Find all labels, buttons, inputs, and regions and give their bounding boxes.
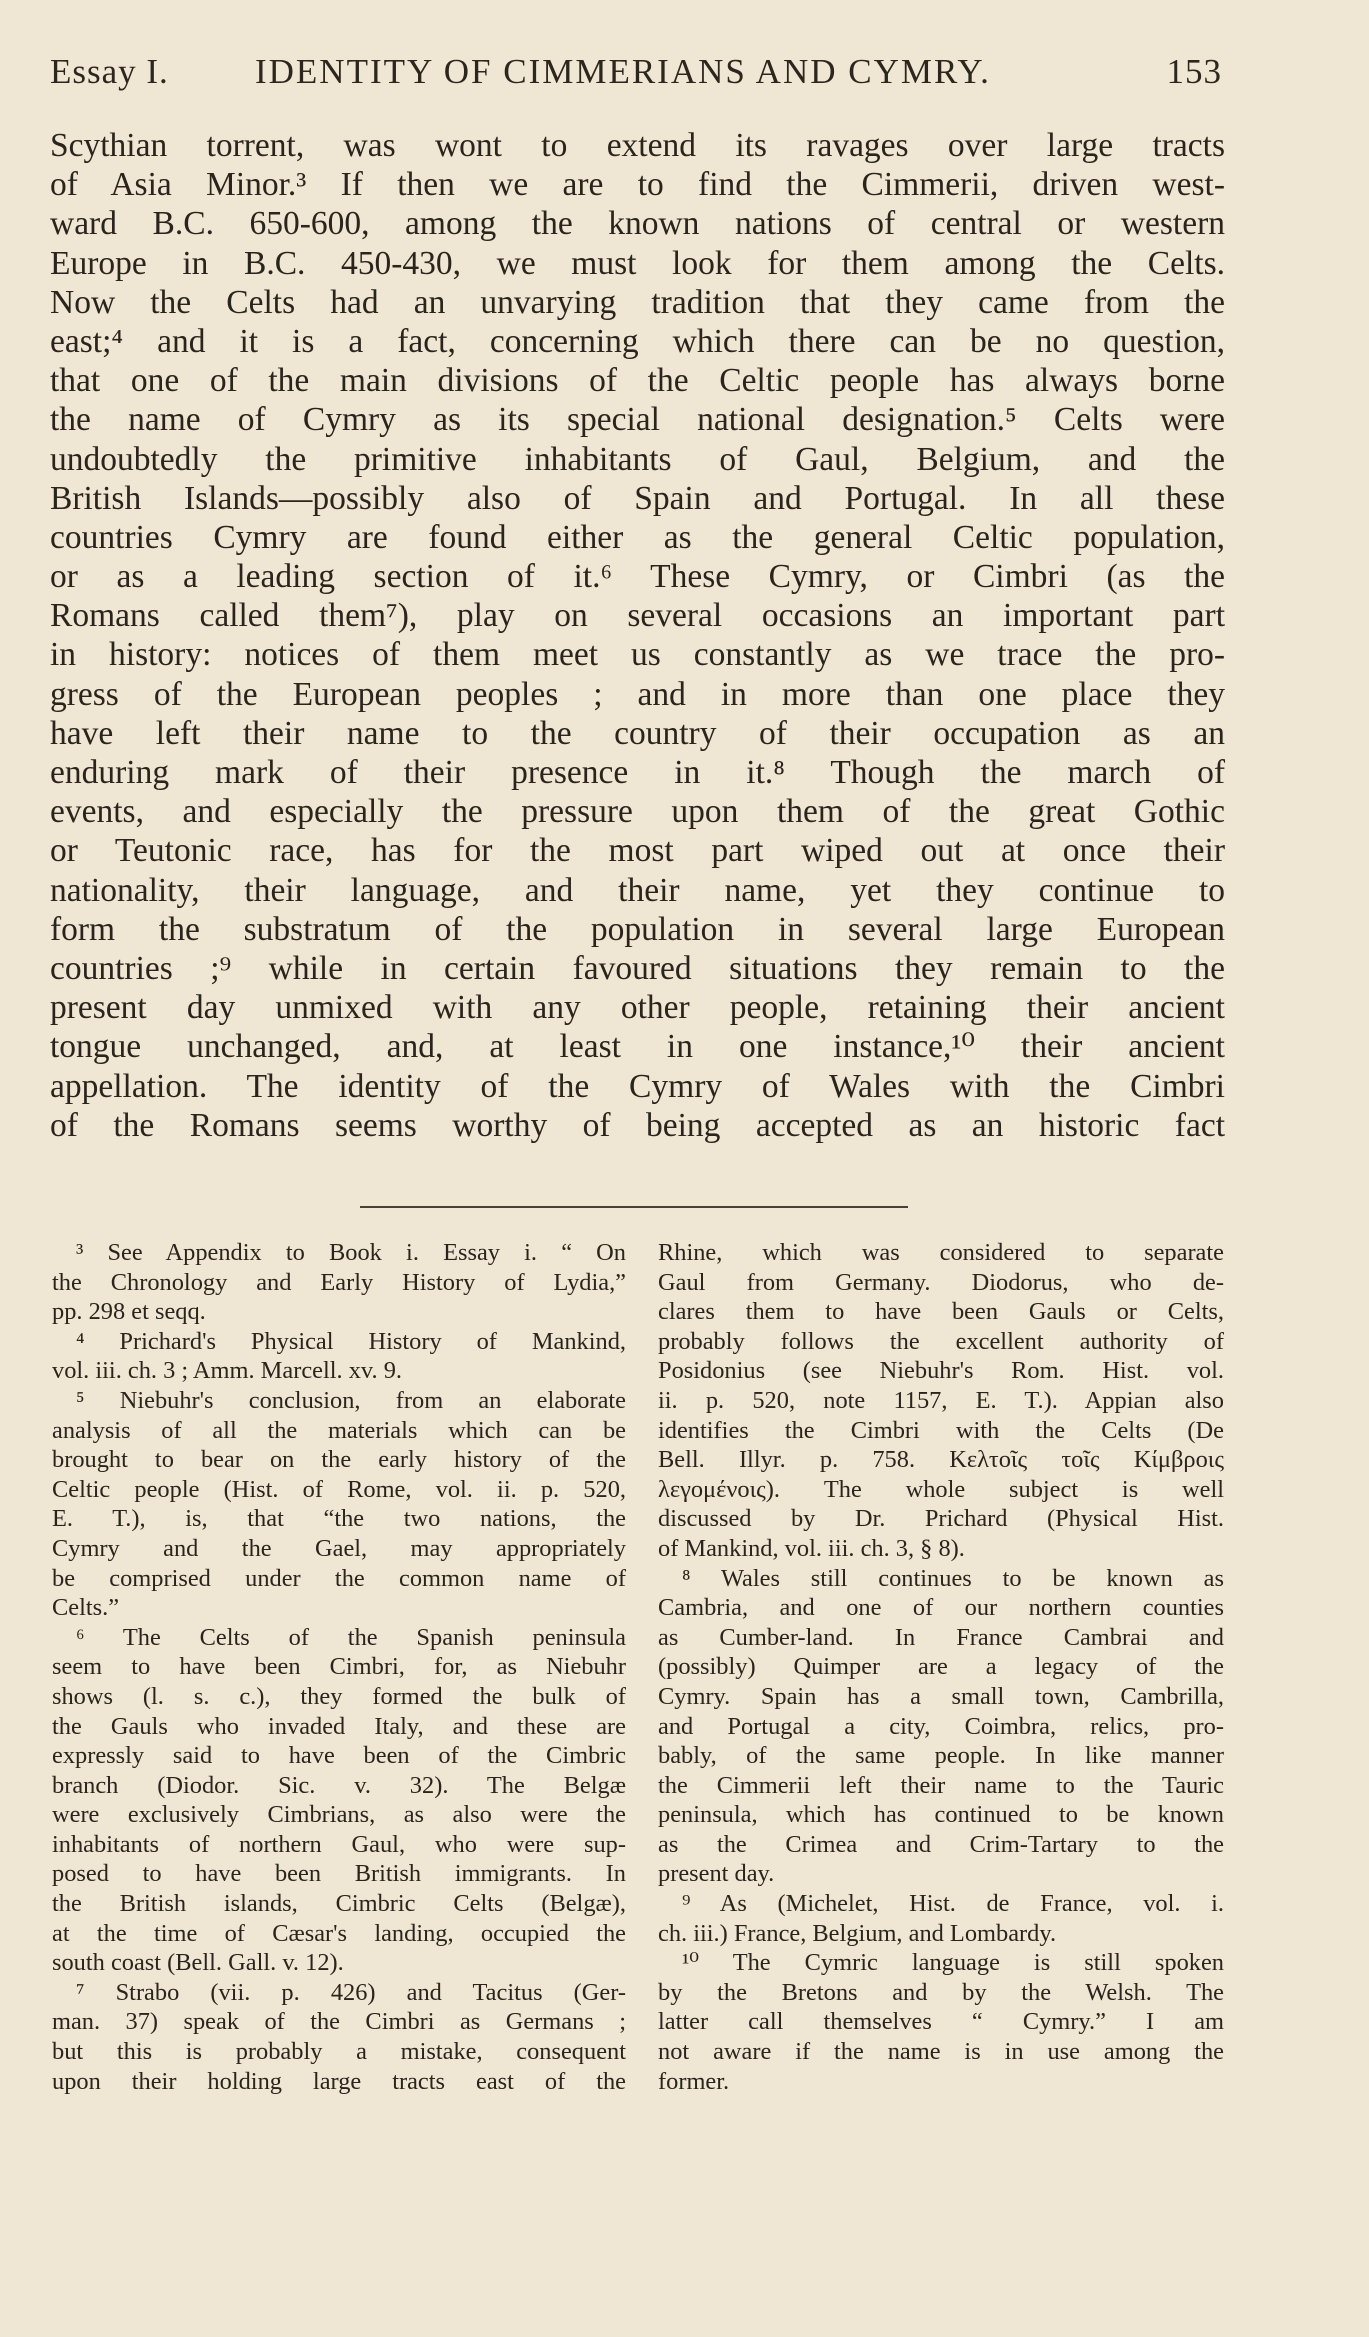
text-line: Now the Celts had an unvarying tradition that they came from the [50, 283, 1225, 321]
footnote-line: probably follows the excellent authority of [658, 1327, 1224, 1355]
footnote-line: Cambria, and one of our northern counties [658, 1594, 1224, 1622]
text-line: present day unmixed with any other people, retaining their ancient [50, 989, 1225, 1027]
footnote-line: Gaul from Germany. Diodorus, who de- [658, 1268, 1224, 1296]
footnote-line: E. T.), is, that “the two nations, the [52, 1505, 626, 1533]
footnote-line: present day. [658, 1860, 775, 1888]
footnote-line: Cymry and the Gael, may appropriately [52, 1534, 626, 1562]
footnote-line: of Mankind, vol. iii. ch. 3, § 8). [658, 1534, 965, 1562]
running-head [50, 52, 1222, 102]
footnote-line: identifies the Cimbri with the Celts (De [658, 1416, 1224, 1444]
footnote-line: as the Crimea and Crim-Tartary to the [658, 1830, 1224, 1858]
text-line: in history: notices of them meet us constantly as we trace the pro- [50, 636, 1225, 674]
text-line: tongue unchanged, and, at least in one instance,¹⁰ their ancient [50, 1028, 1225, 1066]
footnote-line: ii. p. 520, note 1157, E. T.). Appian also [658, 1386, 1224, 1414]
footnote-line: upon their holding large tracts east of the [52, 2067, 626, 2095]
footnote-line: Rhine, which was considered to separate [658, 1239, 1224, 1266]
text-line: Europe in B.C. 450-430, we must look for them among the Celts. [50, 244, 1225, 282]
footnote-line: seem to have been Cimbri, for, as Niebuhr [52, 1653, 626, 1681]
footnote-line: analysis of all the materials which can be [52, 1416, 626, 1444]
text-line: that one of the main divisions of the Celtic people has always borne [50, 362, 1225, 400]
footnote-line: (possibly) Quimper are a legacy of the [658, 1653, 1224, 1681]
footnote-line: at the time of Cæsar's landing, occupied the [52, 1919, 626, 1947]
footnote-line: be comprised under the common name of [52, 1564, 626, 1592]
footnote-line: and Portugal a city, Coimbra, relics, pro- [658, 1712, 1224, 1740]
footnote-line: as Cumber-land. In France Cambrai and [658, 1623, 1224, 1651]
footnote-line: inhabitants of northern Gaul, who were sup- [52, 1830, 626, 1858]
text-line: undoubtedly the primitive inhabitants of Gaul, Belgium, and the [50, 440, 1225, 478]
footnote-line: were exclusively Cimbrians, as also were the [52, 1801, 626, 1829]
footnote-line: south coast (Bell. Gall. v. 12). [52, 1949, 344, 1977]
footnotes-right-column [658, 1238, 1224, 2096]
footnote-line: ⁷ Strabo (vii. p. 426) and Tacitus (Ger- [76, 1978, 626, 2006]
text-line: gress of the European peoples ; and in more than one place they [50, 675, 1225, 713]
text-line: countries Cymry are found either as the general Celtic population, [50, 518, 1225, 556]
footnote-line: brought to bear on the early history of the [52, 1446, 626, 1474]
footnote-line: expressly said to have been of the Cimbric [52, 1742, 626, 1770]
text-line: events, and especially the pressure upon them of the great Gothic [50, 793, 1225, 831]
running-head-essay: Essay I. [50, 52, 169, 91]
footnote-line: by the Bretons and by the Welsh. The [658, 1978, 1224, 2006]
footnote-line: Posidonius (see Niebuhr's Rom. Hist. vol. [658, 1357, 1224, 1385]
text-line: or as a leading section of it.⁶ These Cymry, or Cimbri (as the [50, 558, 1225, 596]
text-line: of the Romans seems worthy of being accepted as an historic fact [50, 1106, 1225, 1144]
footnote-line: ch. iii.) France, Belgium, and Lombardy. [658, 1919, 1057, 1947]
main-text [50, 126, 1225, 1145]
text-line: enduring mark of their presence in it.⁸ Though the march of [50, 754, 1225, 791]
footnote-line: bably, of the same people. In like manner [658, 1742, 1224, 1770]
footnote-line: ³ See Appendix to Book i. Essay i. “ On [76, 1239, 626, 1266]
footnote-line: branch (Diodor. Sic. v. 32). The Belgæ [52, 1771, 626, 1799]
running-head-title: IDENTITY OF CIMMERIANS AND CYMRY. [255, 52, 991, 91]
footnote-line: λεγομένοις). The whole subject is well [658, 1475, 1224, 1503]
footnote-line: ⁹ As (Michelet, Hist. de France, vol. i. [682, 1890, 1224, 1918]
text-line: countries ;⁹ while in certain favoured situations they remain to the [50, 949, 1225, 987]
footnote-line: the Gauls who invaded Italy, and these are [52, 1712, 626, 1740]
text-line: have left their name to the country of their occupation as an [50, 714, 1225, 752]
text-line: east;⁴ and it is a fact, concerning which there can be no question, [50, 322, 1225, 360]
footnote-line: ⁵ Niebuhr's conclusion, from an elaborate [76, 1386, 626, 1414]
text-line: Romans called them⁷), play on several occasions an important part [50, 597, 1225, 635]
footnote-line: latter call themselves “ Cymry.” I am [658, 2008, 1224, 2036]
page-number: 153 [1166, 52, 1222, 91]
text-line: Scythian torrent, was wont to extend its ravages over large tracts [50, 127, 1225, 164]
text-line: appellation. The identity of the Cymry of Wales with the Cimbri [50, 1067, 1225, 1105]
footnote-line: former. [658, 2067, 730, 2095]
text-line: nationality, their language, and their name, yet they continue to [50, 871, 1225, 909]
footnote-line: Cymry. Spain has a small town, Cambrilla, [658, 1682, 1224, 1710]
footnote-line: Celtic people (Hist. of Rome, vol. ii. p. 520, [52, 1475, 626, 1503]
text-line: or Teutonic race, has for the most part wiped out at once their [50, 832, 1225, 870]
text-line: the name of Cymry as its special national designation.⁵ Celts were [50, 401, 1225, 439]
text-line: form the substratum of the population in several large European [50, 910, 1225, 948]
footnote-line: the Chronology and Early History of Lydia,” [52, 1268, 626, 1296]
footnote-line: the British islands, Cimbric Celts (Belgæ), [52, 1890, 626, 1918]
footnote-line: the Cimmerii left their name to the Tauric [658, 1771, 1224, 1799]
footnote-line: Bell. Illyr. p. 758. Κελτοῖς τοῖς Κίμβροις [658, 1446, 1224, 1474]
footnote-line: posed to have been British immigrants. In [52, 1860, 626, 1888]
text-line: of Asia Minor.³ If then we are to find the Cimmerii, driven west- [50, 166, 1225, 204]
footnotes-left-column [52, 1238, 626, 2096]
footnote-divider [360, 1206, 908, 1208]
text-line: British Islands—possibly also of Spain and Portugal. In all these [50, 479, 1225, 517]
footnote-line: Celts.” [52, 1594, 120, 1622]
footnote-line: discussed by Dr. Prichard (Physical Hist. [658, 1505, 1224, 1533]
footnote-line: shows (l. s. c.), they formed the bulk of [52, 1682, 626, 1710]
footnote-line: not aware if the name is in use among the [658, 2038, 1224, 2066]
footnote-line: clares them to have been Gauls or Celts, [658, 1298, 1224, 1326]
footnote-line: but this is probably a mistake, consequent [52, 2038, 626, 2066]
footnote-line: man. 37) speak of the Cimbri as Germans ; [52, 2008, 626, 2036]
footnote-line: peninsula, which has continued to be known [658, 1801, 1224, 1829]
footnote-line: pp. 298 et seqq. [52, 1298, 206, 1326]
text-line: ward B.C. 650-600, among the known nations of central or western [50, 205, 1225, 243]
footnote-line: ⁸ Wales still continues to be known as [682, 1564, 1224, 1592]
footnote-line: vol. iii. ch. 3 ; Amm. Marcell. xv. 9. [52, 1357, 403, 1385]
footnote-line: ⁴ Prichard's Physical History of Mankind, [76, 1327, 626, 1355]
footnote-line: ⁶ The Celts of the Spanish peninsula [76, 1623, 626, 1651]
footnote-line: ¹⁰ The Cymric language is still spoken [682, 1949, 1224, 1977]
